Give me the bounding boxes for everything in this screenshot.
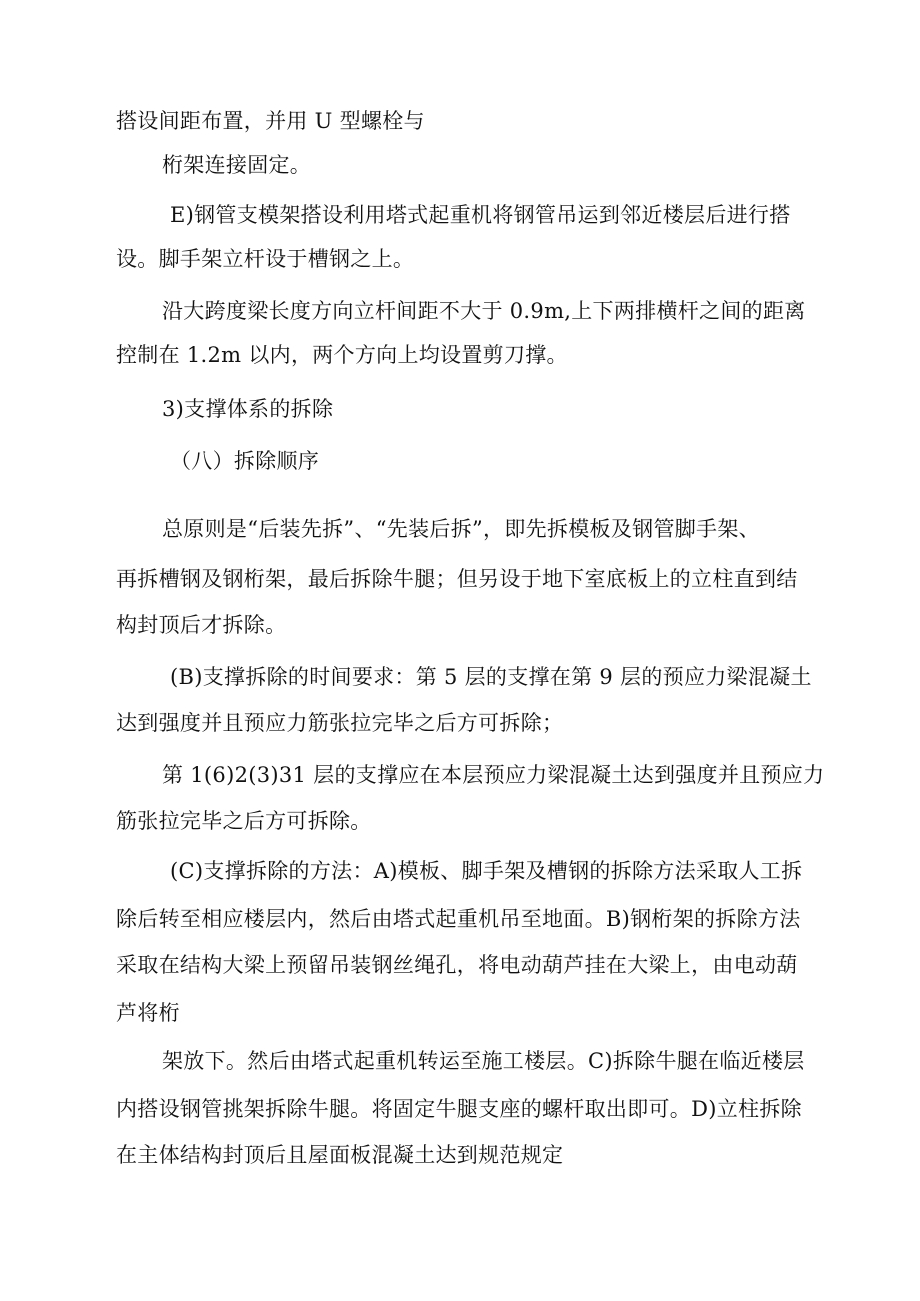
section-heading: （八）拆除顺序: [170, 449, 320, 473]
text-line: 控制在 1.2m 以内，两个方向上均设置剪刀撑。: [116, 343, 568, 367]
text-line: (C)支撑拆除的方法：A)模板、脚手架及槽钢的拆除方法采取人工拆: [170, 859, 803, 883]
text-line: 筋张拉完毕之后方可拆除。: [116, 809, 372, 833]
text-line: 在主体结构封顶后且屋面板混凝土达到规范规定: [116, 1143, 564, 1167]
text-line: 沿大跨度梁长度方向立杆间距不大于 0.9m,上下两排横杆之间的距离: [162, 299, 806, 323]
text-line: 芦将桁: [116, 1001, 180, 1025]
text-line: 第 1(6)2(3)31 层的支撑应在本层预应力梁混凝土达到强度并且预应力: [162, 763, 825, 787]
text-line: 采取在结构大梁上预留吊装钢丝绳孔，将电动葫芦挂在大梁上，由电动葫: [116, 953, 798, 977]
text-line: (B)支撑拆除的时间要求：第 5 层的支撑在第 9 层的预应力梁混凝土: [170, 665, 812, 689]
text-line: 再拆槽钢及钢桁架，最后拆除牛腿；但另设于地下室底板上的立柱直到结: [116, 567, 798, 591]
text-line: 设。脚手架立杆设于槽钢之上。: [116, 247, 415, 271]
section-heading: 3)支撑体系的拆除: [162, 397, 334, 421]
text-line: 构封顶后才拆除。: [116, 613, 287, 637]
text-line: 达到强度并且预应力筋张拉完毕之后方可拆除；: [116, 711, 564, 735]
text-line: 架放下。然后由塔式起重机转运至施工楼层。C)拆除牛腿在临近楼层: [162, 1049, 805, 1073]
text-line: 桁架连接固定。: [162, 153, 312, 177]
text-line: 总原则是“后装先拆”、“先装后拆”，即先拆模板及钢管脚手架、: [162, 517, 760, 541]
text-line: 除后转至相应楼层内，然后由塔式起重机吊至地面。B)钢桁架的拆除方法: [116, 907, 801, 931]
text-line: 搭设间距布置，并用 U 型螺栓与: [116, 109, 425, 133]
text-line: 内搭设钢管挑架拆除牛腿。将固定牛腿支座的螺杆取出即可。D)立柱拆除: [116, 1097, 802, 1121]
text-line: E)钢管支模架搭设利用塔式起重机将钢管吊运到邻近楼层后进行搭: [170, 203, 791, 227]
